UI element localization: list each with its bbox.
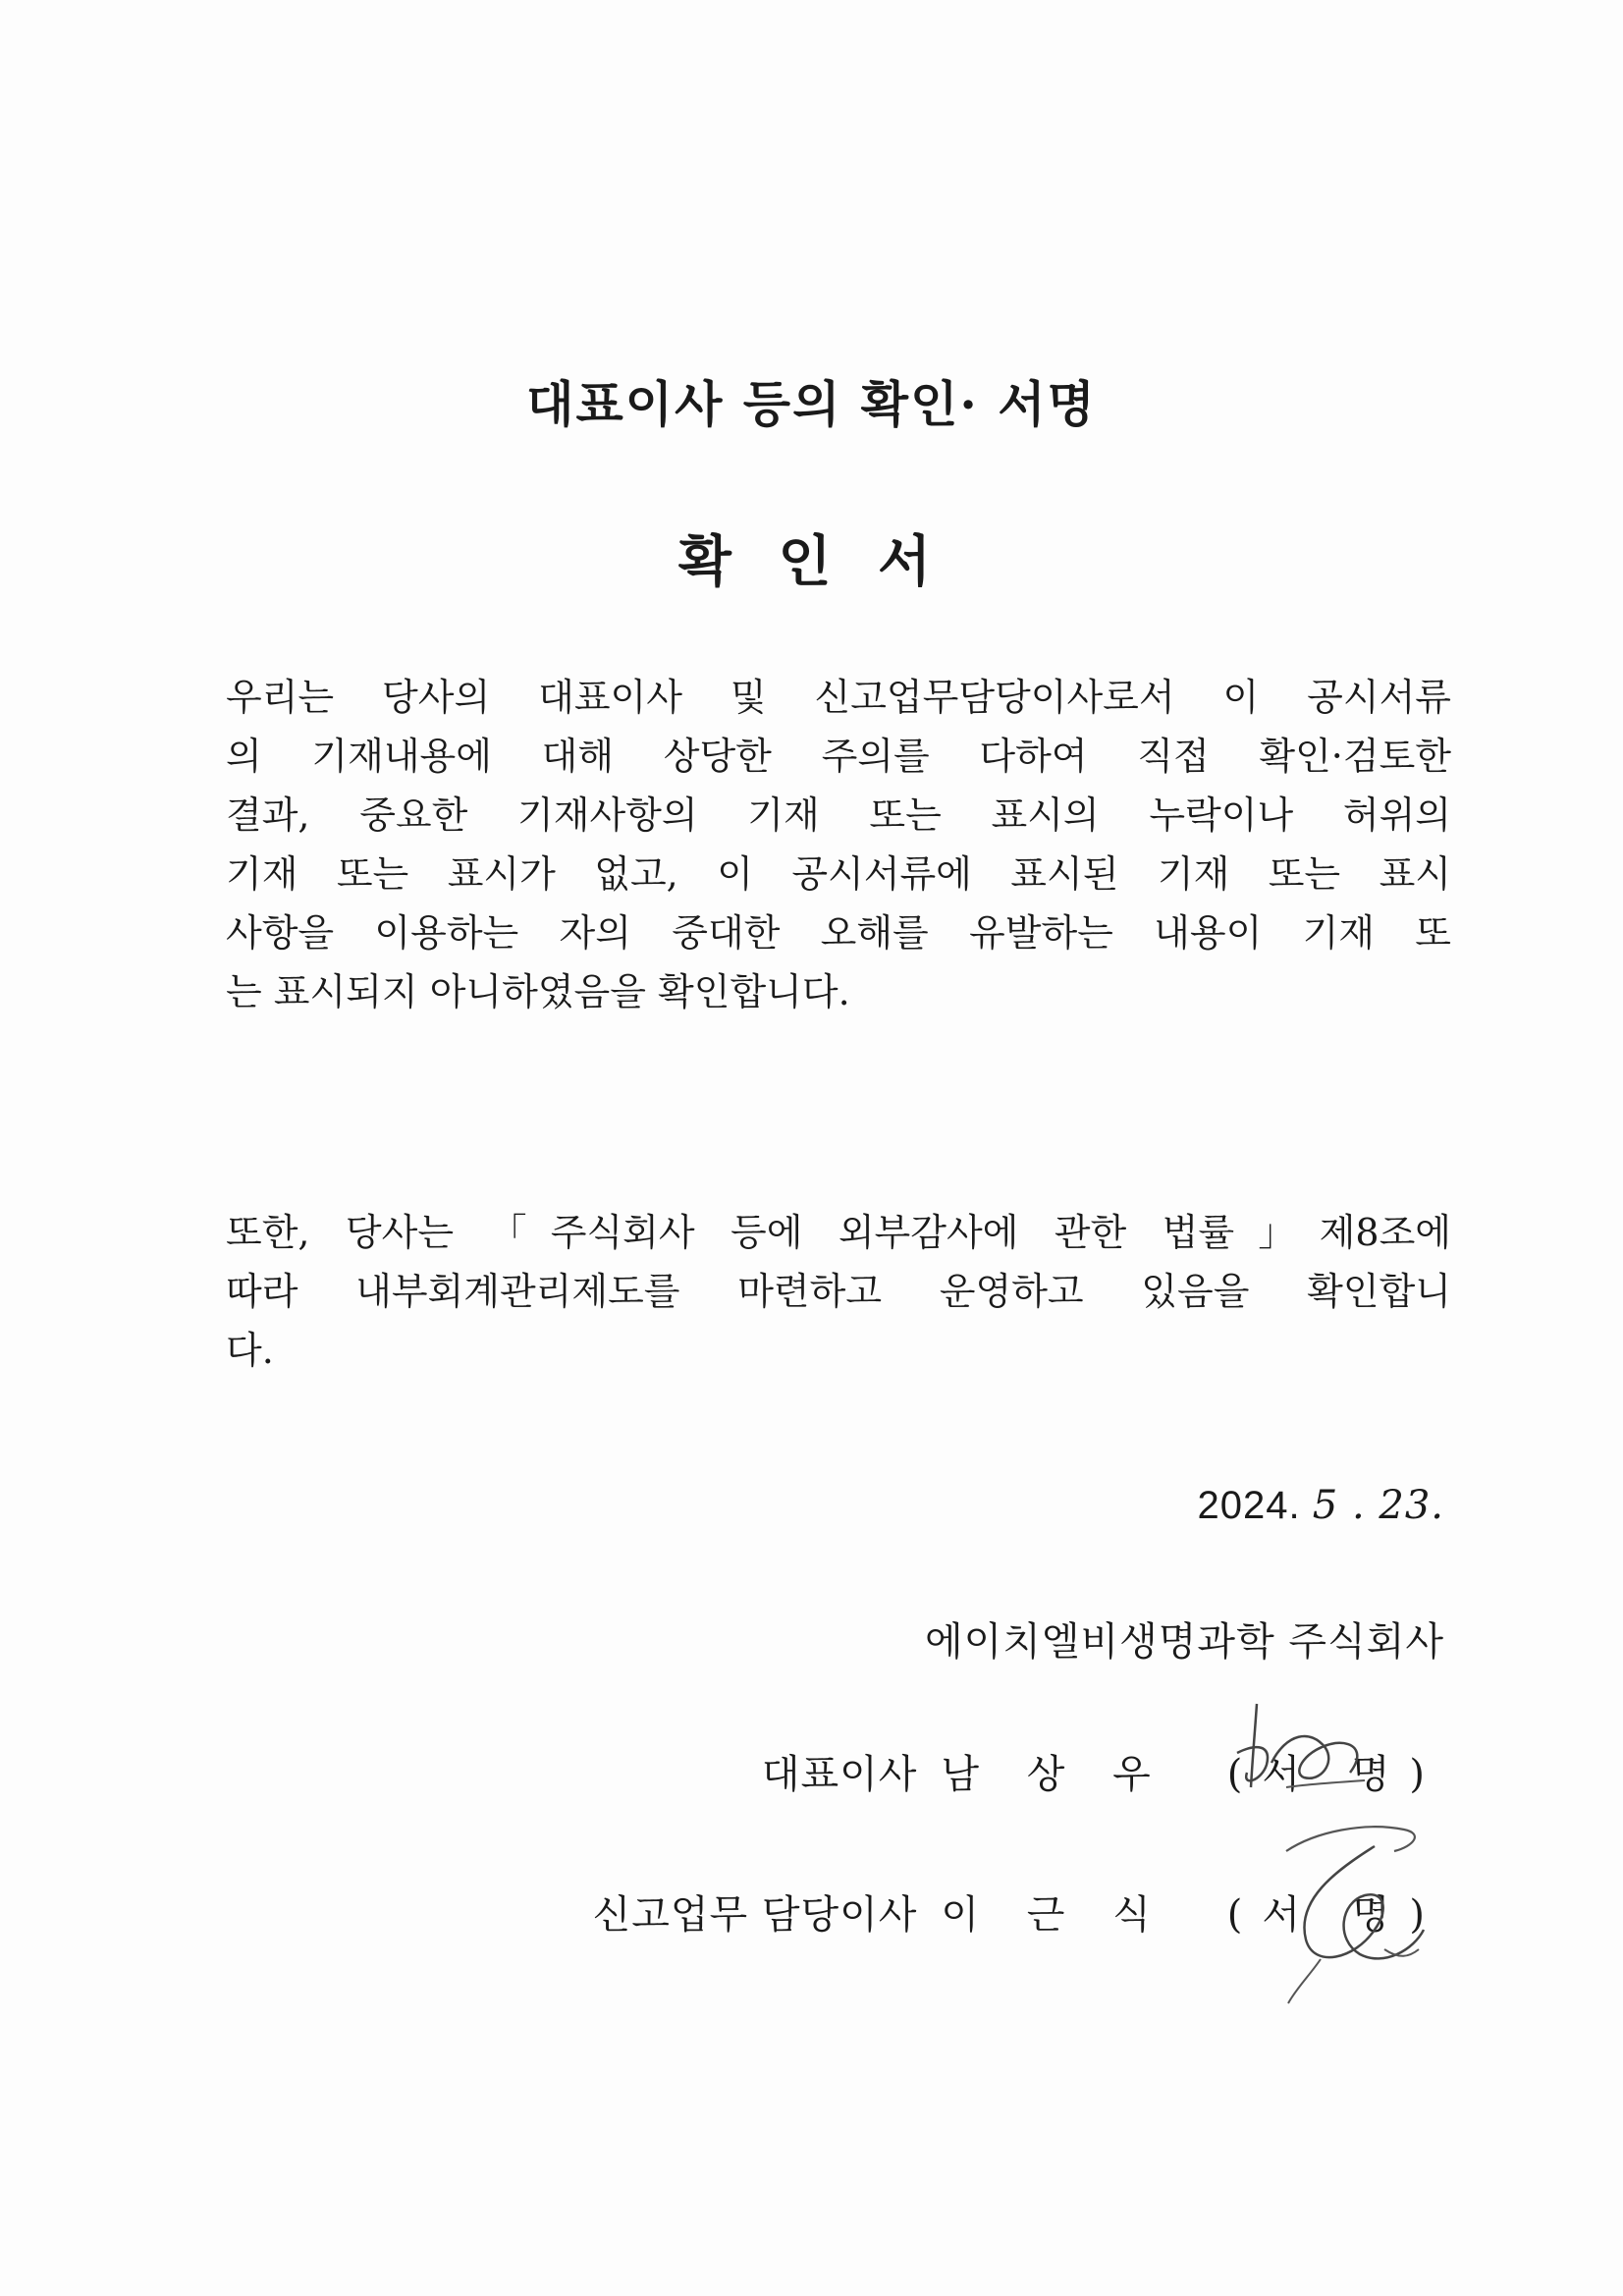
paragraph-line: 우리는 당사의 대표이사 및 신고업무담당이사로서 이 공시서류 bbox=[226, 676, 1451, 719]
signer-reporting-director bbox=[593, 1884, 1444, 1940]
signing-date bbox=[1198, 1483, 1444, 1528]
paragraph-line: 는 표시되지 아니하였음을 확인합니다. bbox=[226, 970, 850, 1013]
paragraph-line: 의 기재내용에 대해 상당한 주의를 다하여 직접 확인·검토한 bbox=[226, 735, 1451, 778]
signer-role: 대표이사 bbox=[761, 1752, 918, 1797]
date-handwritten: 5 . 23. bbox=[1312, 1483, 1444, 1528]
paragraph-line: 또한, 당사는 「주식회사 등에 외부감사에 관한 법률」제8조에 bbox=[226, 1211, 1451, 1254]
document-title: 대표이사 등의 확인· 서명 bbox=[526, 375, 1097, 433]
date-printed: 2024. bbox=[1197, 1484, 1301, 1527]
signer-ceo bbox=[762, 1743, 1444, 1799]
signature-label: (서 명) bbox=[1226, 1752, 1444, 1797]
paragraph-line: 따라 내부회계관리제도를 마련하고 운영하고 있음을 확인합니 bbox=[226, 1270, 1451, 1313]
paragraph-line: 다. bbox=[226, 1329, 274, 1372]
internal-control-paragraph bbox=[226, 1203, 1451, 1380]
signer-name: 남 상 우 bbox=[941, 1752, 1168, 1797]
signature-label: (서 명) bbox=[1226, 1892, 1444, 1938]
document-subtitle: 확 인 서 bbox=[677, 529, 946, 594]
signer-role: 신고업무 담당이사 bbox=[592, 1892, 918, 1938]
paragraph-line: 사항을 이용하는 자의 중대한 오해를 유발하는 내용이 기재 또 bbox=[226, 911, 1451, 955]
paragraph-line: 기재 또는 표시가 없고, 이 공시서류에 표시된 기재 또는 표시 bbox=[226, 852, 1451, 896]
signer-name: 이 근 식 bbox=[941, 1892, 1168, 1938]
paragraph-line: 결과, 중요한 기재사항의 기재 또는 표시의 누락이나 허위의 bbox=[226, 793, 1451, 837]
company-name: 에이치엘비생명과학 주식회사 bbox=[924, 1619, 1444, 1665]
confirmation-paragraph bbox=[226, 668, 1451, 1021]
